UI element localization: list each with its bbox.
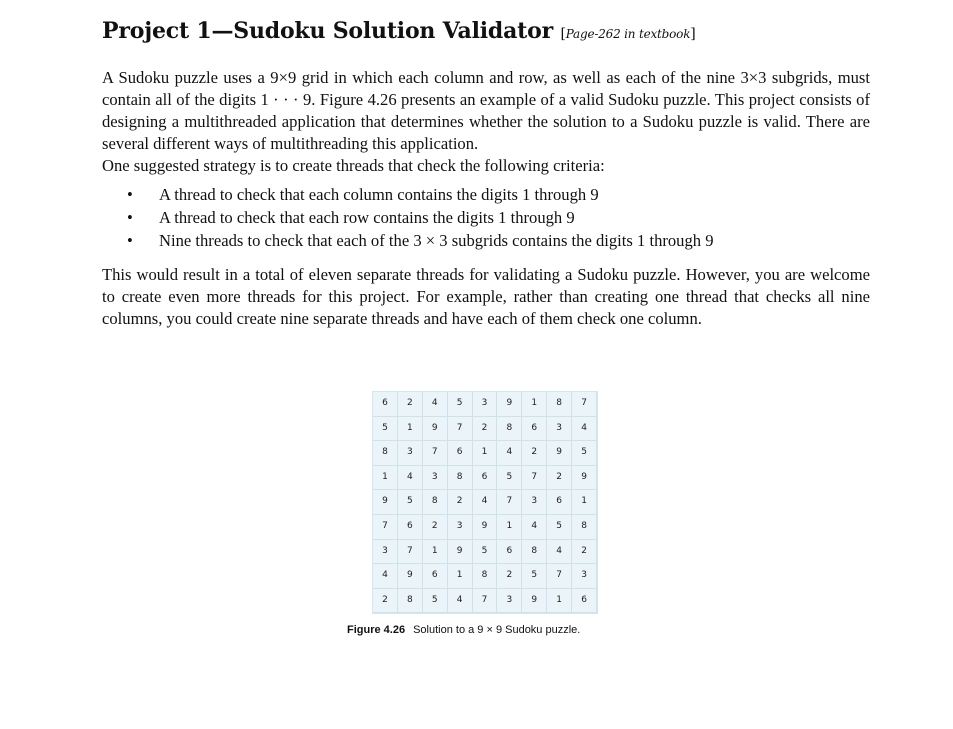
sudoku-cell: 6 (547, 490, 572, 515)
title-text: Project 1—Sudoku Solution Validator (102, 18, 553, 44)
ref-close: ] (690, 26, 696, 42)
list-item-text: A thread to check that each row contains the digits 1 through 9 (159, 208, 575, 227)
sudoku-cell: 6 (522, 417, 547, 442)
sudoku-cell: 8 (497, 417, 522, 442)
sudoku-cell: 9 (522, 589, 547, 614)
sudoku-cell: 6 (448, 441, 473, 466)
strategy-paragraph: One suggested strategy is to create threads that check the following criteria: (102, 156, 605, 175)
list-item-text: Nine threads to check that each of the 3 × 3 subgrids contains the digits 1 through 9 (159, 231, 714, 250)
sudoku-cell: 2 (522, 441, 547, 466)
sudoku-cell: 4 (473, 490, 498, 515)
bullet-icon: • (127, 185, 133, 204)
sudoku-cell: 5 (473, 540, 498, 565)
sudoku-cell: 8 (572, 515, 597, 540)
sudoku-cell: 4 (373, 564, 398, 589)
sudoku-grid (372, 391, 598, 614)
sudoku-cell: 5 (398, 490, 423, 515)
list-item (102, 229, 870, 252)
sudoku-cell: 7 (547, 564, 572, 589)
ref-open: [ (560, 26, 566, 42)
sudoku-cell: 4 (398, 466, 423, 491)
sudoku-cell: 5 (497, 466, 522, 491)
sudoku-cell: 6 (473, 466, 498, 491)
intro-paragraph: A Sudoku puzzle uses a 9×9 grid in which each column and row, as well as each of the nine 3×3 subgrids, must contain all of the digits 1 · · · 9. Figure 4.26 presents an example of a valid Sudoku puzzle. This project consists of designing a multithreaded application that determines whether the solution to a Sudoku puzzle is valid. There are several different ways of multithreading this application. (102, 68, 870, 153)
sudoku-cell: 9 (547, 441, 572, 466)
sudoku-cell: 3 (448, 515, 473, 540)
sudoku-cell: 6 (572, 589, 597, 614)
sudoku-cell: 9 (473, 515, 498, 540)
textbook-reference: Page-262 in textbook (565, 27, 691, 41)
sudoku-cell: 8 (398, 589, 423, 614)
sudoku-cell: 4 (547, 540, 572, 565)
list-item (102, 183, 870, 206)
sudoku-cell: 3 (373, 540, 398, 565)
sudoku-cell: 9 (448, 540, 473, 565)
sudoku-cell: 9 (423, 417, 448, 442)
document-page (102, 18, 870, 330)
sudoku-cell: 2 (497, 564, 522, 589)
sudoku-cell: 4 (497, 441, 522, 466)
sudoku-cell: 5 (423, 589, 448, 614)
sudoku-cell: 3 (423, 466, 448, 491)
sudoku-cell: 9 (373, 490, 398, 515)
sudoku-cell: 8 (473, 564, 498, 589)
sudoku-cell: 4 (572, 417, 597, 442)
sudoku-cell: 3 (547, 417, 572, 442)
sudoku-cell: 9 (497, 392, 522, 417)
sudoku-cell: 2 (423, 515, 448, 540)
figure-label: Figure 4.26 (347, 624, 406, 637)
sudoku-cell: 7 (522, 466, 547, 491)
sudoku-cell: 7 (473, 589, 498, 614)
sudoku-cell: 3 (398, 441, 423, 466)
caption-text: Solution to a 9 × 9 Sudoku puzzle. (413, 624, 581, 637)
sudoku-cell: 8 (522, 540, 547, 565)
sudoku-cell: 2 (448, 490, 473, 515)
sudoku-cell: 2 (572, 540, 597, 565)
sudoku-cell: 7 (497, 490, 522, 515)
sudoku-cell: 5 (547, 515, 572, 540)
sudoku-cell: 2 (547, 466, 572, 491)
sudoku-cell: 9 (398, 564, 423, 589)
project-title (102, 18, 870, 44)
sudoku-cell: 8 (547, 392, 572, 417)
sudoku-cell: 7 (572, 392, 597, 417)
sudoku-cell: 1 (398, 417, 423, 442)
sudoku-cell: 3 (572, 564, 597, 589)
sudoku-cell: 1 (423, 540, 448, 565)
sudoku-cell: 5 (448, 392, 473, 417)
sudoku-cell: 5 (522, 564, 547, 589)
bullet-icon: • (127, 231, 133, 250)
sudoku-cell: 7 (423, 441, 448, 466)
sudoku-cell: 6 (373, 392, 398, 417)
sudoku-cell: 7 (398, 540, 423, 565)
sudoku-cell: 6 (398, 515, 423, 540)
sudoku-cell: 8 (373, 441, 398, 466)
sudoku-cell: 5 (572, 441, 597, 466)
figure-caption (347, 624, 621, 636)
sudoku-cell: 4 (423, 392, 448, 417)
sudoku-cell: 6 (497, 540, 522, 565)
sudoku-cell: 4 (448, 589, 473, 614)
sudoku-cell: 3 (497, 589, 522, 614)
sudoku-cell: 1 (373, 466, 398, 491)
sudoku-cell: 1 (522, 392, 547, 417)
threads-total-paragraph: This would result in a total of eleven separate threads for validating a Sudoku puzzle. However, you are welcome to create even more threads for this project. For example, rather than creating one thread that checks all nine columns, you could create nine separate threads and have each of them check one column. (102, 265, 870, 328)
sudoku-cell: 1 (572, 490, 597, 515)
sudoku-cell: 1 (473, 441, 498, 466)
sudoku-cell: 8 (448, 466, 473, 491)
sudoku-cell: 2 (373, 589, 398, 614)
criteria-list (102, 183, 870, 252)
sudoku-cell: 4 (522, 515, 547, 540)
sudoku-cell: 9 (572, 466, 597, 491)
sudoku-cell: 1 (547, 589, 572, 614)
sudoku-cell: 3 (522, 490, 547, 515)
bullet-icon: • (127, 208, 133, 227)
sudoku-cell: 2 (398, 392, 423, 417)
sudoku-cell: 2 (473, 417, 498, 442)
list-item (102, 206, 870, 229)
sudoku-cell: 6 (423, 564, 448, 589)
sudoku-cell: 8 (423, 490, 448, 515)
sudoku-cell: 1 (448, 564, 473, 589)
list-item-text: A thread to check that each column contains the digits 1 through 9 (159, 185, 599, 204)
sudoku-cell: 7 (448, 417, 473, 442)
sudoku-cell: 1 (497, 515, 522, 540)
sudoku-cell: 7 (373, 515, 398, 540)
sudoku-figure (347, 391, 621, 637)
sudoku-cell: 5 (373, 417, 398, 442)
sudoku-cell: 3 (473, 392, 498, 417)
